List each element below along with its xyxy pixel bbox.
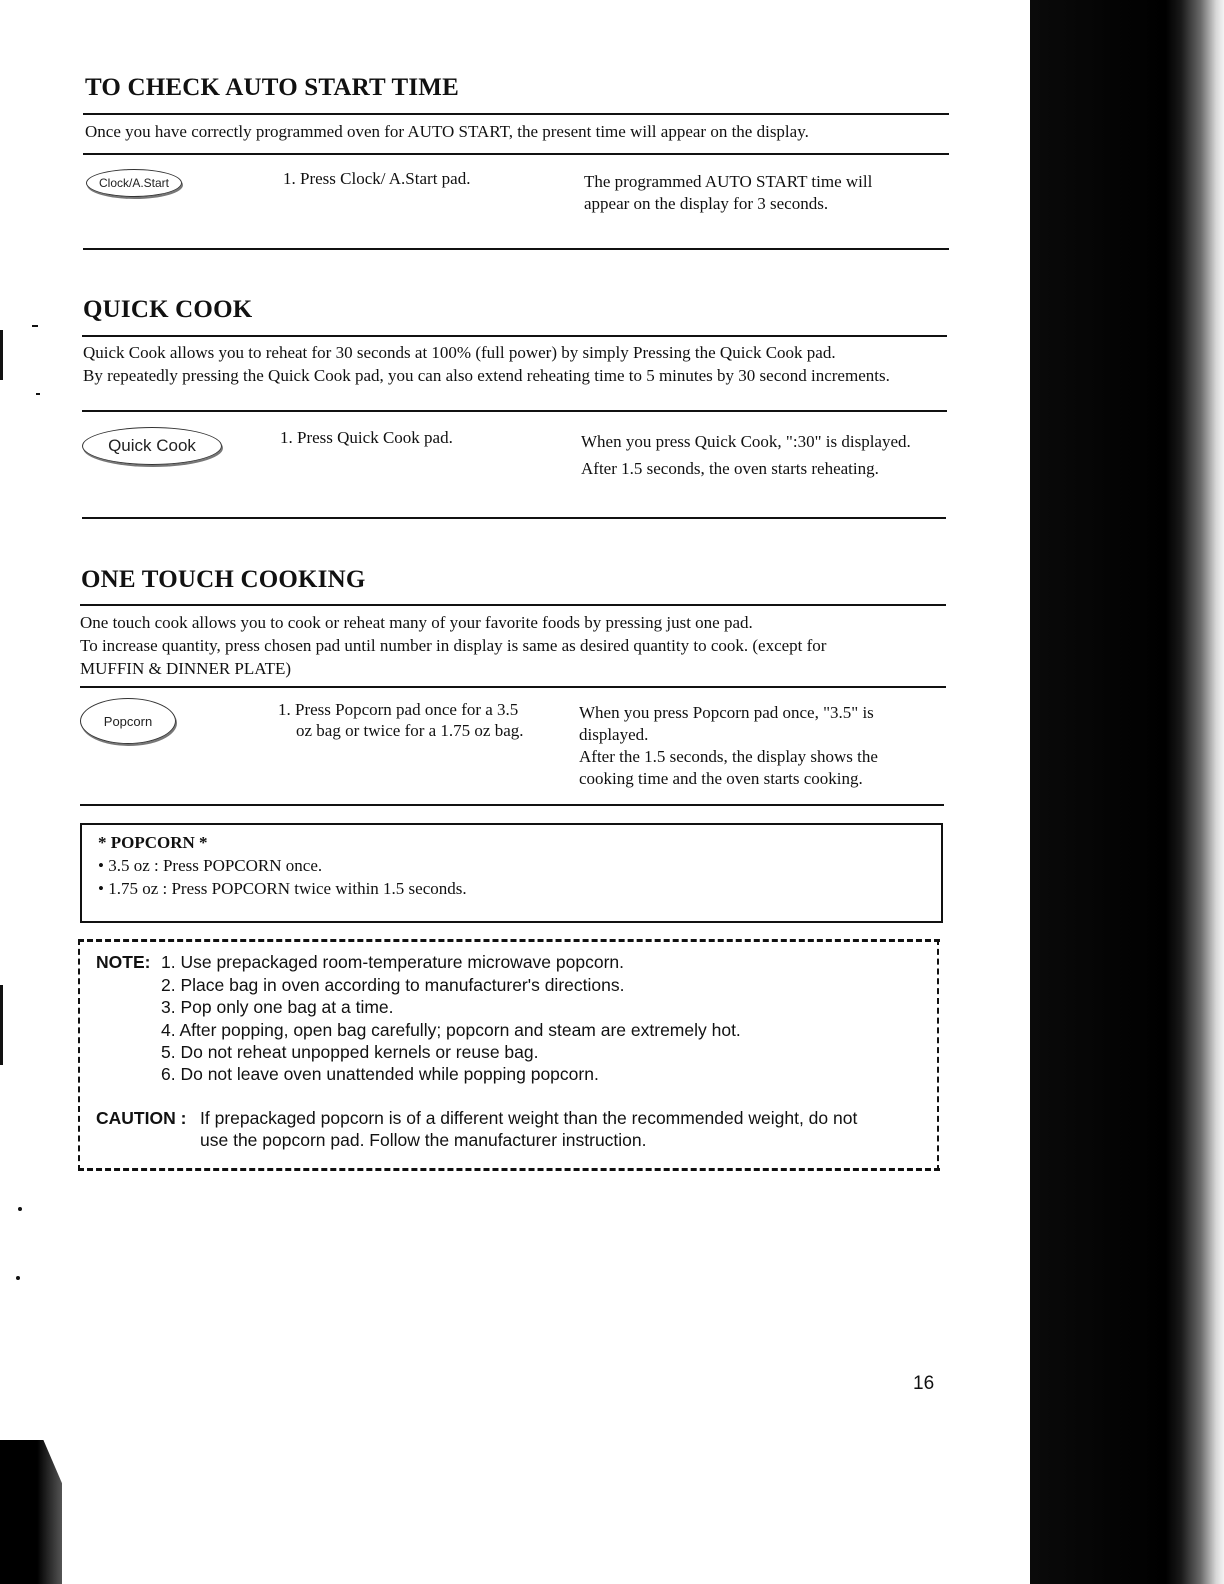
note-item: 2. Place bag in oven according to manufacturer's directions. <box>161 975 625 995</box>
note-box <box>96 951 936 1161</box>
result-line: cooking time and the oven starts cooking. <box>579 769 863 788</box>
scan-shadow-bottom-left <box>0 1440 62 1584</box>
note-item: 1. Use prepackaged room-temperature microwave popcorn. <box>161 952 624 972</box>
rule <box>80 804 944 806</box>
intro-line: MUFFIN & DINNER PLATE) <box>80 659 292 678</box>
pad-label: Clock/A.Start <box>98 176 170 190</box>
scan-shadow-right <box>1030 0 1224 1584</box>
popcorn-box-item: • 1.75 oz : Press POPCORN twice within 1.5 seconds. <box>98 879 467 898</box>
scan-mark <box>0 985 3 1065</box>
rule <box>82 517 946 519</box>
caution-line: use the popcorn pad. Follow the manufacturer instruction. <box>200 1130 647 1150</box>
note-border-left <box>78 939 80 1171</box>
step-line: 1. Press Popcorn pad once for a 3.5 <box>278 700 519 719</box>
quick-cook-step: 1. Press Quick Cook pad. <box>280 428 453 447</box>
scan-mark <box>36 393 40 395</box>
one-touch-step <box>278 699 524 741</box>
note-border-right <box>937 939 939 1171</box>
result-line: When you press Popcorn pad once, "3.5" is <box>579 703 874 722</box>
step-line: oz bag or twice for a 1.75 oz bag. <box>296 721 524 740</box>
caution-line: If prepackaged popcorn is of a different weight than the recommended weight, do not <box>200 1108 858 1128</box>
intro-line: By repeatedly pressing the Quick Cook pad, you can also extend reheating time to 5 minutes by 30 second increments. <box>83 366 890 385</box>
intro-line: Quick Cook allows you to reheat for 30 seconds at 100% (full power) by simply Pressing the Quick Cook pad. <box>83 343 836 362</box>
scan-mark <box>16 1276 20 1280</box>
page-number: 16 <box>913 1373 935 1394</box>
pad-label: Popcorn <box>103 713 153 729</box>
note-item: 3. Pop only one bag at a time. <box>161 997 394 1017</box>
scan-mark <box>0 330 3 380</box>
result-line: The programmed AUTO START time will <box>584 172 873 191</box>
auto-start-result <box>584 171 872 215</box>
quick-cook-result <box>581 428 911 482</box>
pad-label: Quick Cook <box>108 436 196 455</box>
note-item: 4. After popping, open bag carefully; popcorn and steam are extremely hot. <box>161 1020 741 1040</box>
intro-line: One touch cook allows you to cook or reheat many of your favorite foods by pressing just one pad. <box>80 613 753 632</box>
one-touch-intro <box>80 611 826 680</box>
result-line: After the 1.5 seconds, the display shows the <box>579 747 878 766</box>
one-touch-result <box>579 702 878 790</box>
scan-mark <box>18 1207 22 1211</box>
rule <box>83 113 949 115</box>
note-border-top <box>78 939 940 942</box>
note-label: NOTE: <box>96 952 151 972</box>
rule <box>80 686 946 688</box>
result-line: appear on the display for 3 seconds. <box>584 194 829 213</box>
result-line: displayed. <box>579 725 649 744</box>
auto-start-step: 1. Press Clock/ A.Start pad. <box>283 169 471 188</box>
popcorn-box-item: • 3.5 oz : Press POPCORN once. <box>98 856 323 875</box>
intro-line: To increase quantity, press chosen pad until number in display is same as desired quantity to cook. (except for <box>80 636 827 655</box>
section-title-quick-cook: QUICK COOK <box>83 296 253 323</box>
result-line: After 1.5 seconds, the oven starts reheating. <box>581 459 879 478</box>
caution-label: CAUTION : <box>96 1108 187 1128</box>
rule <box>80 604 946 606</box>
section-title-auto-start: TO CHECK AUTO START TIME <box>85 74 459 101</box>
note-item: 6. Do not leave oven unattended while popping popcorn. <box>161 1064 599 1084</box>
note-item: 5. Do not reheat unpopped kernels or reuse bag. <box>161 1042 539 1062</box>
result-line: When you press Quick Cook, ":30" is displayed. <box>581 432 911 451</box>
section-title-one-touch: ONE TOUCH COOKING <box>81 566 366 593</box>
auto-start-intro: Once you have correctly programmed oven for AUTO START, the present time will appear on the display. <box>85 122 809 141</box>
scan-mark <box>32 325 38 327</box>
rule <box>83 153 949 155</box>
quick-cook-intro <box>83 341 890 387</box>
popcorn-box-title: * POPCORN * <box>98 833 208 852</box>
rule <box>82 335 947 337</box>
note-border-bottom <box>78 1168 940 1171</box>
rule <box>82 410 947 412</box>
rule <box>83 248 949 250</box>
popcorn-info-box <box>80 823 943 923</box>
clock-astart-pad <box>86 169 182 197</box>
popcorn-pad <box>80 698 176 744</box>
quick-cook-pad <box>82 427 222 465</box>
